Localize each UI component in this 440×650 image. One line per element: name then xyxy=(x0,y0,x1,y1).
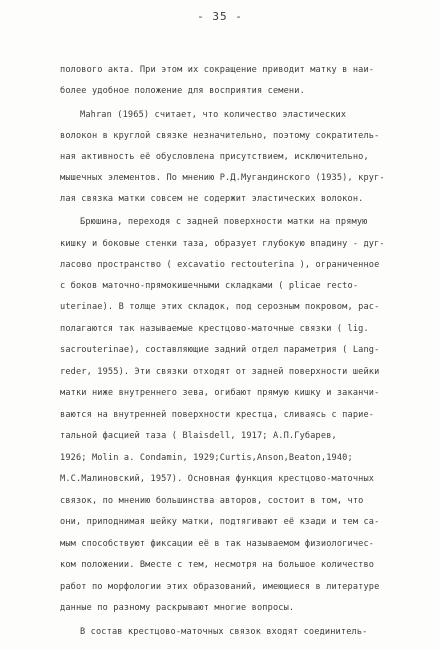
text-line: uterinae). В толще этих складок, под серозным покровом, рас- xyxy=(60,302,380,312)
text-line: Брюшина, переходя с задней поверхности матки на прямую xyxy=(80,217,368,227)
text-line: мым способствуют фиксации её в так называемом физиологичес- xyxy=(60,539,375,549)
text-line: лая связка матки совсем не содержит эластических волокон. xyxy=(60,194,364,204)
text-line: М.С.Малиновский, 1957). Основная функция крестцово-маточных xyxy=(60,474,375,484)
text-line: связок, по мнению большинства авторов, состоит в том, что xyxy=(60,496,364,506)
text-line: кишку и боковые стенки таза, образует глубокую впадину - дуг- xyxy=(60,239,385,249)
text-line: работ по морфологии этих образований, имеющиеся в литературе xyxy=(60,582,380,592)
text-line: ная активность её обусловлена присутствием, исключительно, xyxy=(60,152,369,162)
page-number: - 35 - xyxy=(197,10,243,23)
text-line: волокон в круглой связке незначительно, поэтому сократитель- xyxy=(60,131,380,141)
text-line: полагаются так называемые крестцово-маточные связки ( lig. xyxy=(60,324,369,334)
text-line: данные по разному раскрывают многие вопросы. xyxy=(60,603,295,613)
text-line: reder, 1955). Эти связки отходят от задней поверхности шейки xyxy=(60,367,380,377)
text-line: ласово пространство ( excavatio rectouterina ), ограниченное xyxy=(60,260,380,270)
text-line: ваются на внутренней поверхности крестца, сливаясь с парие- xyxy=(60,410,375,420)
text-line: ком положении. Вместе с тем, несмотря на большое количество xyxy=(60,560,375,570)
text-line: мышечных элементов. По мнению Р.Д.Мугандинского (1935), круг- xyxy=(60,173,385,183)
text-line: более удобное положение для восприятия семени. xyxy=(60,86,305,96)
text-line: полового акта. При этом их сокращение приводит матку в наи- xyxy=(60,65,375,75)
text-line: sacrouterinae), составляющие задний отдел параметрия ( Lang- xyxy=(60,345,380,355)
text-line: с боков маточно-прямокишечными складками ( plicae recto- xyxy=(60,281,359,291)
text-line: матки ниже внутреннего зева, огибают прямую кишку и заканчи- xyxy=(60,388,380,398)
text-line: они, приподнимая шейку матки, подтягивают её кзади и тем са- xyxy=(60,517,380,527)
text-line: 1926; Molin a. Condamin, 1929;Curtis,Anson,Beaton,1940; xyxy=(60,453,353,463)
text-line: В состав крестцово-маточных связок входят соединитель- xyxy=(80,627,368,637)
text-line: Mahran (1965) считает, что количество эластических xyxy=(80,110,347,120)
text-line: тальной фасцией таза ( Blaisdell, 1917; А.П.Губарев, xyxy=(60,431,337,441)
